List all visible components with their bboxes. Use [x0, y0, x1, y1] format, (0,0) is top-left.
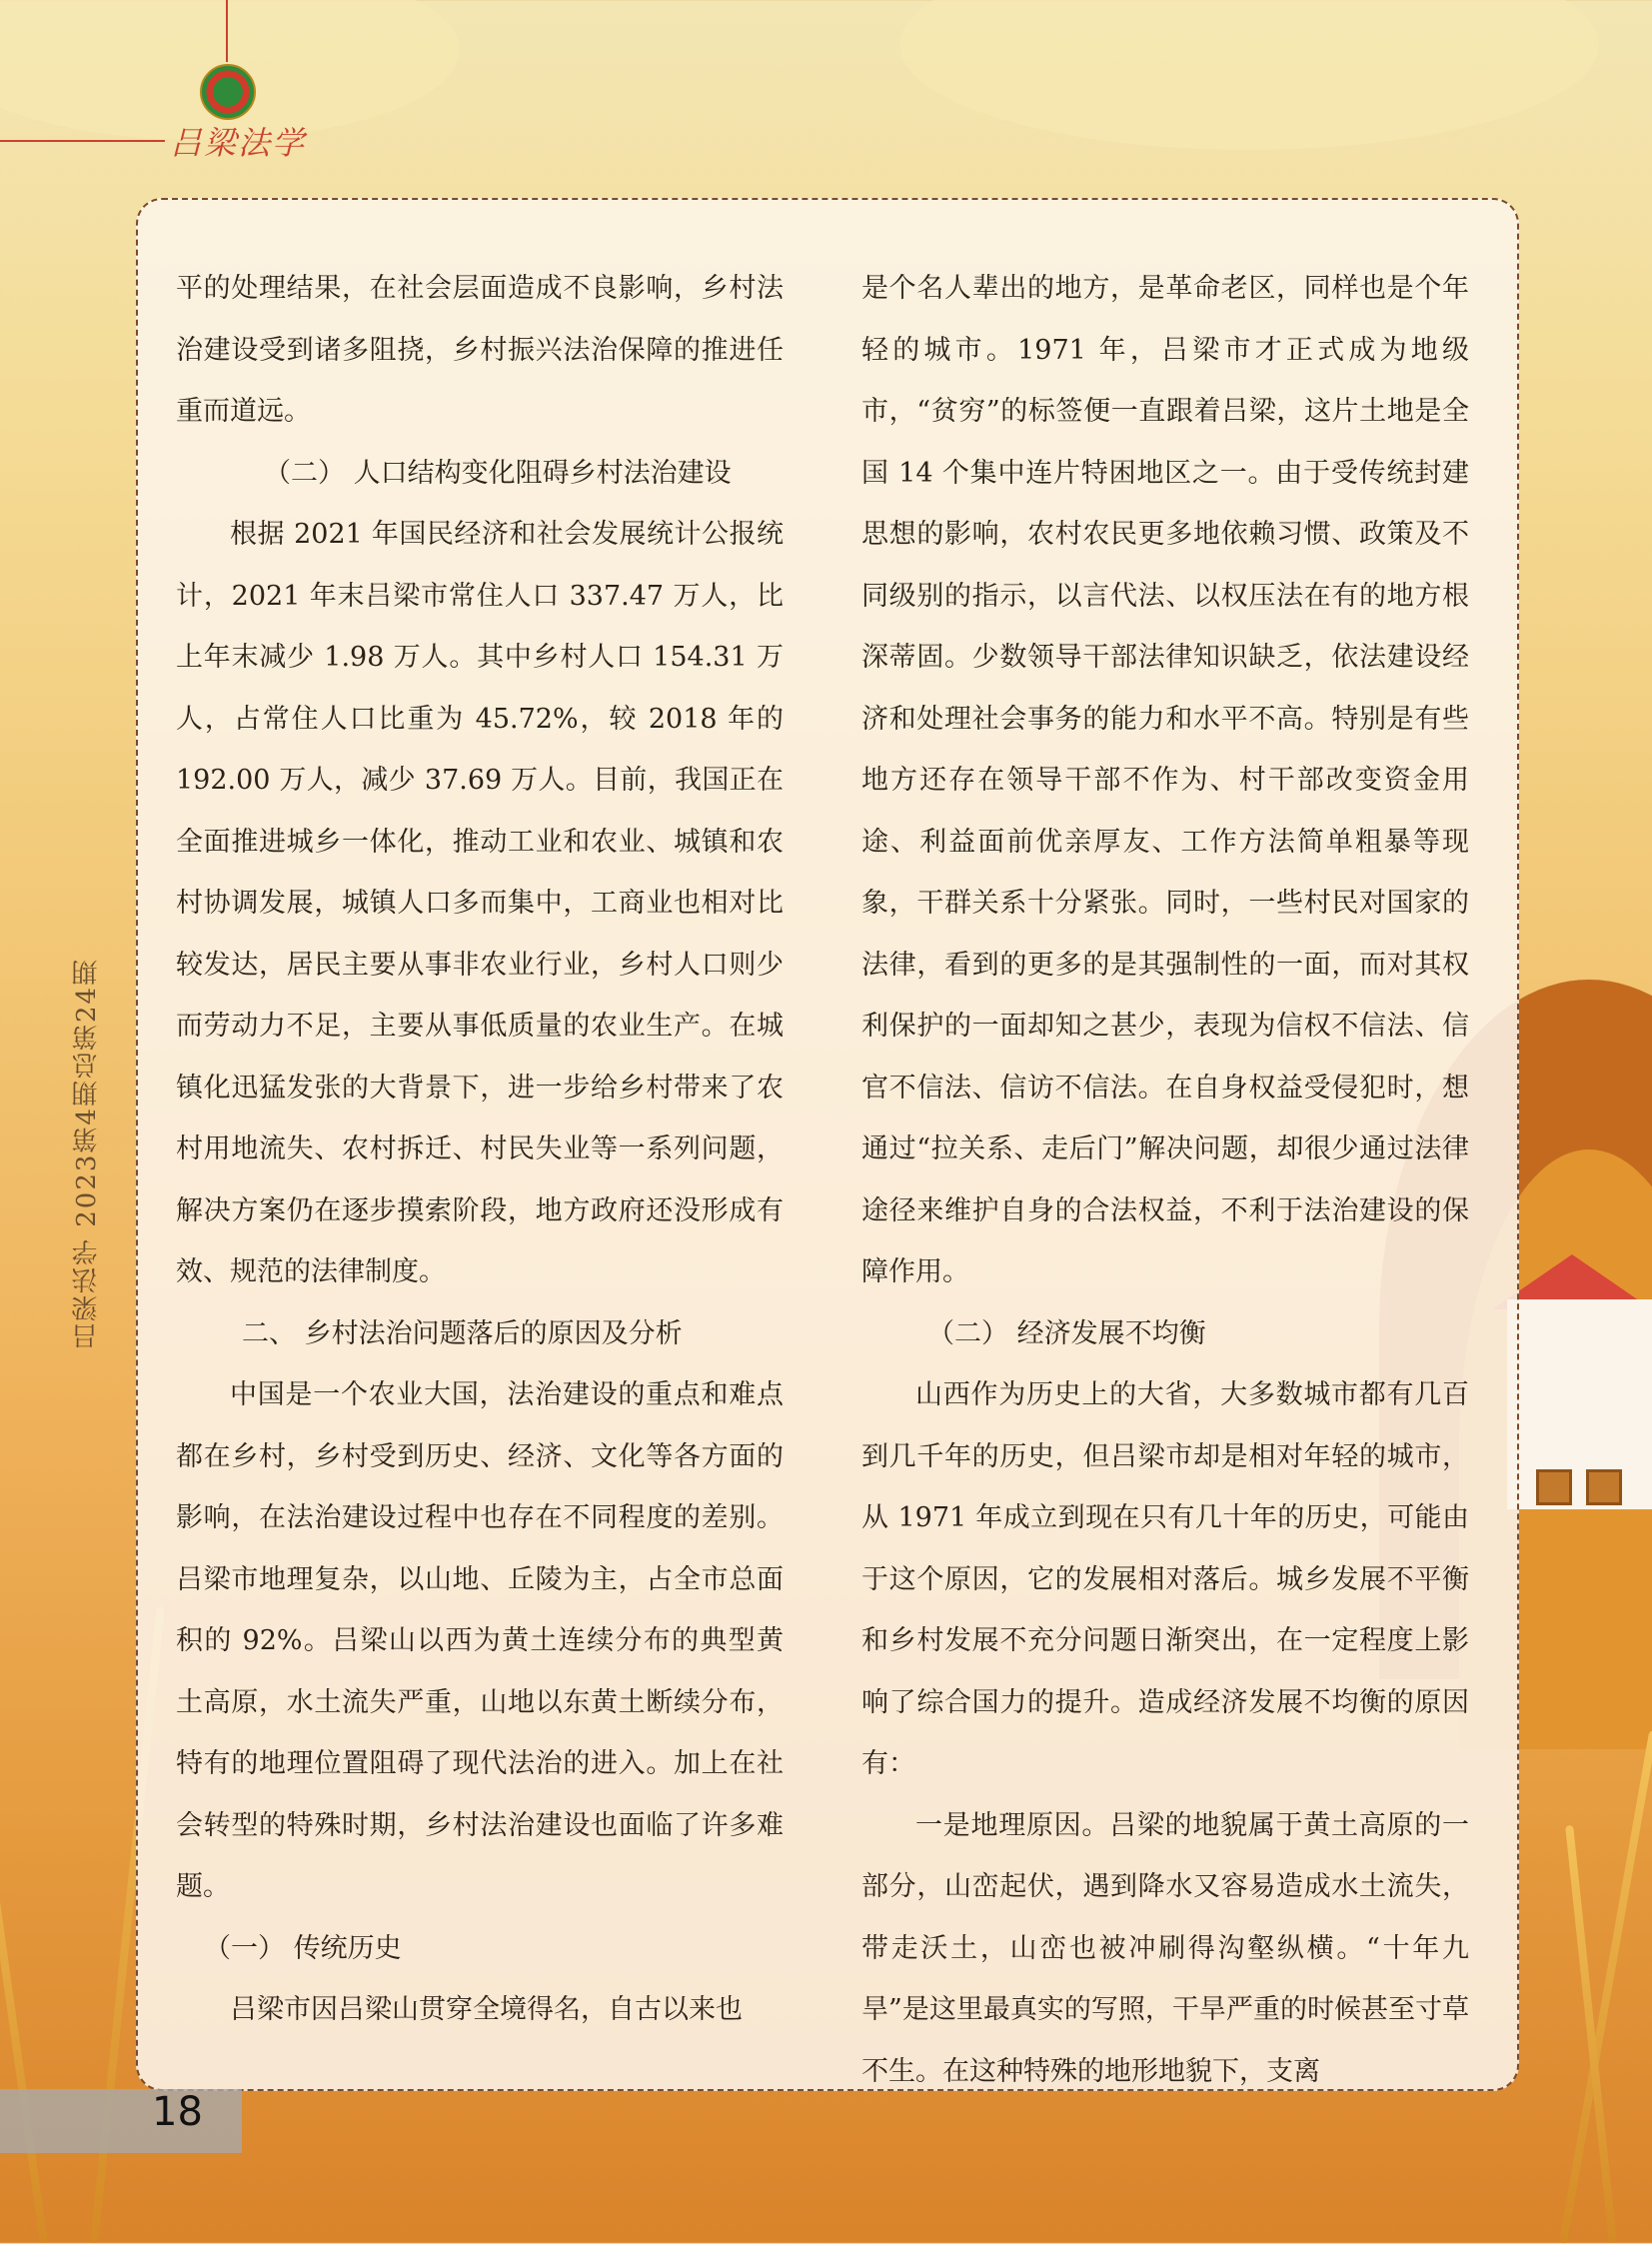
section-heading: 二、 乡村法治问题落后的原因及分析: [242, 1317, 683, 1349]
header-rule: [0, 140, 165, 142]
section-heading: （二） 经济发展不均衡: [927, 1317, 1206, 1349]
wheat-stalk-illustration: [0, 1728, 48, 2244]
paragraph: 一是地理原因。吕梁的地貌属于黄土高原的一部分，山峦起伏，遇到降水又容易造成水土流失，带走沃土，山峦也被冲刷得沟壑纵横。“十年九旱”是这里最真实的写照，干旱严重的时候甚至寸草不生。在这种特殊的地形地貌下，支离: [861, 1809, 1469, 2087]
page-number: 18: [152, 2089, 203, 2135]
paragraph: 山西作为历史上的大省，大多数城市都有几百到几千年的历史，但吕梁市却是相对年轻的城市，从 1971 年成立到现在只有几十年的历史，可能由于这个原因，它的发展相对落后。城乡发展不平衡和乡村发展不充分问题日渐突出，在一定程度上影响了综合国力的提升。造成经济发展不均衡的原因有：: [861, 1379, 1469, 1779]
house-illustration: [1507, 1299, 1652, 1509]
right-column: [861, 258, 1469, 2102]
paragraph: 中国是一个农业大国，法治建设的重点和难点都在乡村，乡村受到历史、经济、文化等各方面的影响，在法治建设过程中也存在不同程度的差别。吕梁市地理复杂，以山地、丘陵为主，占全市总面积的 92%。吕梁山以西为黄土连续分布的典型黄土高原，水土流失严重，山地以东黄土断续分布，特有的地理位置阻碍了现代法治的进入。加上在社会转型的特殊时期，乡村法治建设也面临了许多难题。: [176, 1379, 784, 1902]
journal-logo-text: 吕梁法学: [170, 124, 307, 162]
paragraph: 平的处理结果，在社会层面造成不良影响，乡村法治建设受到诸多阻挠，乡村振兴法治保障的推进任重而道远。: [176, 273, 784, 427]
paragraph: 是个名人辈出的地方，是革命老区，同样也是个年轻的城市。1971 年，吕梁市才正式成为地级市，“贫穷”的标签便一直跟着吕梁，这片土地是全国 14 个集中连片特困地区之一。由于受传统封建思想的影响，农村农民更多地依赖习惯、政策及不同级别的指示，以言代法、以权压法在有的地方根深蒂固。少数领导干部法律知识缺乏，依法建设经济和处理社会事务的能力和水平不高。特别是有些地方还存在领导干部不作为、村干部改变资金用途、利益面前优亲厚友、工作方法简单粗暴等现象，干群关系十分紧张。同时，一些村民对国家的法律，看到的更多的是其强制性的一面，而对其权利保护的一面却知之甚少，表现为信权不信法、信官不信法、信访不信法。在自身权益受侵犯时，想通过“拉关系、走后门”解决问题，却很少通过法律途径来维护自身的合法权益，不利于法治建设的保障作用。: [861, 273, 1469, 1287]
page-number-bar: [0, 2089, 242, 2153]
background-cloud: [899, 0, 1599, 150]
left-column: [176, 258, 784, 2041]
house-window: [1536, 1469, 1572, 1505]
header-vertical-rule: [226, 0, 228, 62]
paragraph: 根据 2021 年国民经济和社会发展统计公报统计，2021 年末吕梁市常住人口 337.47 万人，比上年末减少 1.98 万人。其中乡村人口 154.31 万人，占常住人口比重为 45.72%，较 2018 年的 192.00 万人，减少 37.69 万人。目前，我国正在全面推进城乡一体化，推动工业和农业、城镇和农村协调发展，城镇人口多而集中，工商业也相对比较发达，居民主要从事非农业行业，乡村人口则少而劳动力不足，主要从事低质量的农业生产。在城镇化迅猛发张的大背景下，进一步给乡村带来了农村用地流失、农村拆迁、村民失业等一系列问题，解决方案仍在逐步摸索阶段，地方政府还没形成有效、规范的法律制度。: [176, 519, 784, 1287]
paragraph: 吕梁市因吕梁山贯穿全境得名，自古以来也: [230, 1994, 743, 2025]
house-window: [1586, 1469, 1622, 1505]
journal-logo-emblem: [200, 64, 256, 120]
section-heading: （一） 传统历史: [204, 1932, 402, 1964]
section-heading: （二） 人口结构变化阻碍乡村法治建设: [264, 457, 732, 489]
issue-side-label: 吕梁法学 2023第4期总第24期: [72, 957, 102, 1349]
